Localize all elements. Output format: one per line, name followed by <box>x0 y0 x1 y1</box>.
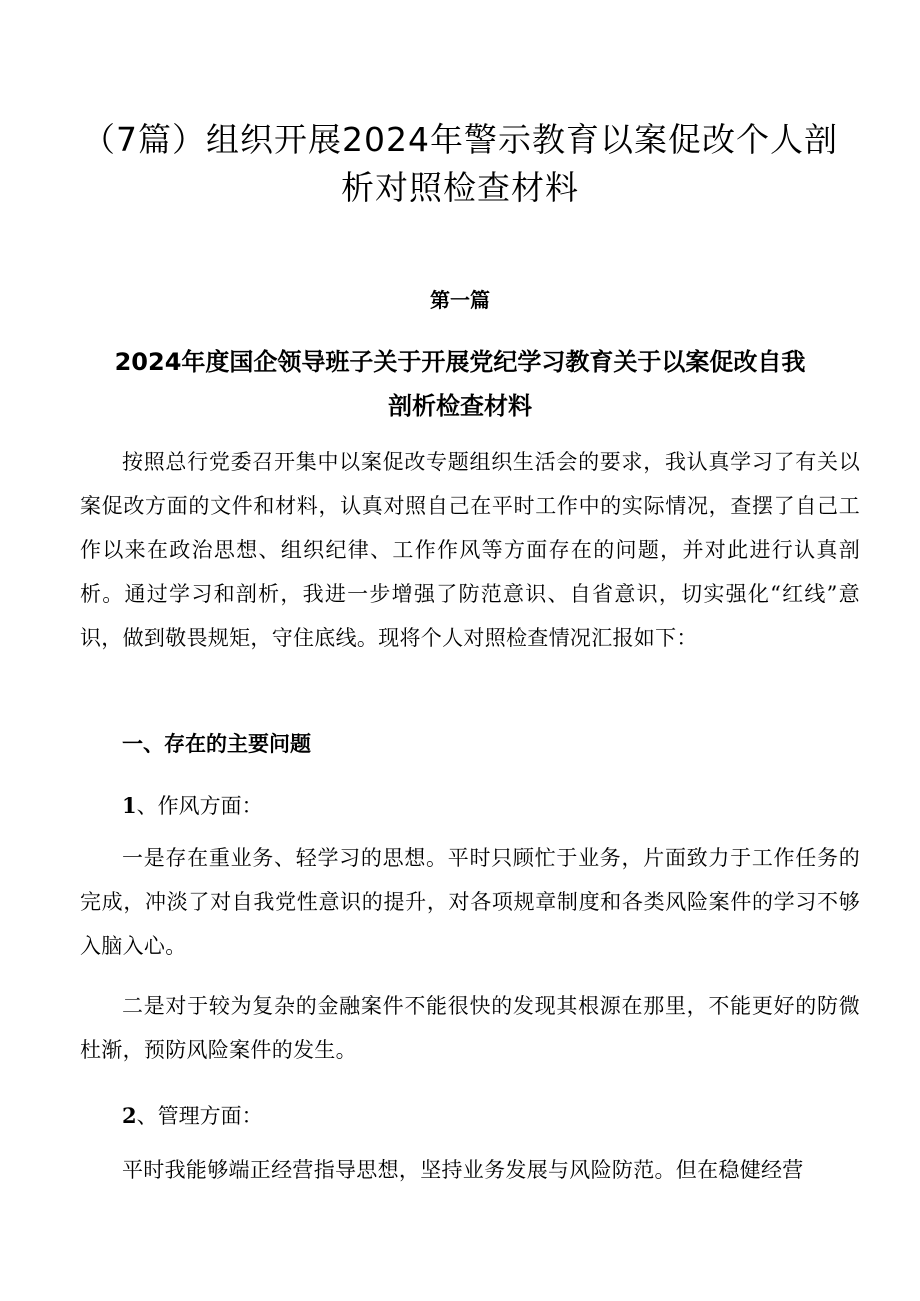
item-number: 2 <box>122 1103 137 1128</box>
section-title: 2024年度国企领导班子关于开展党纪学习教育关于以案促改自我剖析检查材料 <box>114 348 806 420</box>
paragraph-management-1: 平时我能够端正经营指导思想，坚持业务发展与风险防范。但在稳健经营 <box>122 1158 804 1182</box>
item-label: 、管理方面： <box>136 1104 263 1128</box>
document-title: （7篇）组织开展2024年警示教育以案促改个人剖析对照检查材料 <box>82 120 838 207</box>
item-number: 1 <box>122 793 137 818</box>
paragraph-style-1: 一是存在重业务、轻学习的思想。平时只顾忙于业务，片面致力于工作任务的完成，冲淡了对自我党性意识的提升，对各项规章制度和各类风险案件的学习不够入脑入心。 <box>80 846 860 958</box>
item-label: 、作风方面： <box>136 794 263 818</box>
paragraph-style-2: 二是对于较为复杂的金融案件不能很快的发现其根源在那里，不能更好的防微杜渐，预防风险案件的发生。 <box>80 994 860 1062</box>
part-label: 第一篇 <box>430 288 490 312</box>
item-heading-style <box>122 786 862 826</box>
section-heading-problems: 一、存在的主要问题 <box>122 732 311 756</box>
item-heading-management <box>122 1096 862 1136</box>
intro-paragraph: 按照总行党委召开集中以案促改专题组织生活会的要求，我认真学习了有关以案促改方面的文件和材料，认真对照自己在平时工作中的实际情况，查摆了自己工作以来在政治思想、组织纪律、工作作风等方面存在的问题，并对此进行认真剖析。通过学习和剖析，我进一步增强了防范意识、自省意识，切实强化“红线”意识，做到敬畏规矩，守住底线。现将个人对照检查情况汇报如下： <box>80 450 860 650</box>
